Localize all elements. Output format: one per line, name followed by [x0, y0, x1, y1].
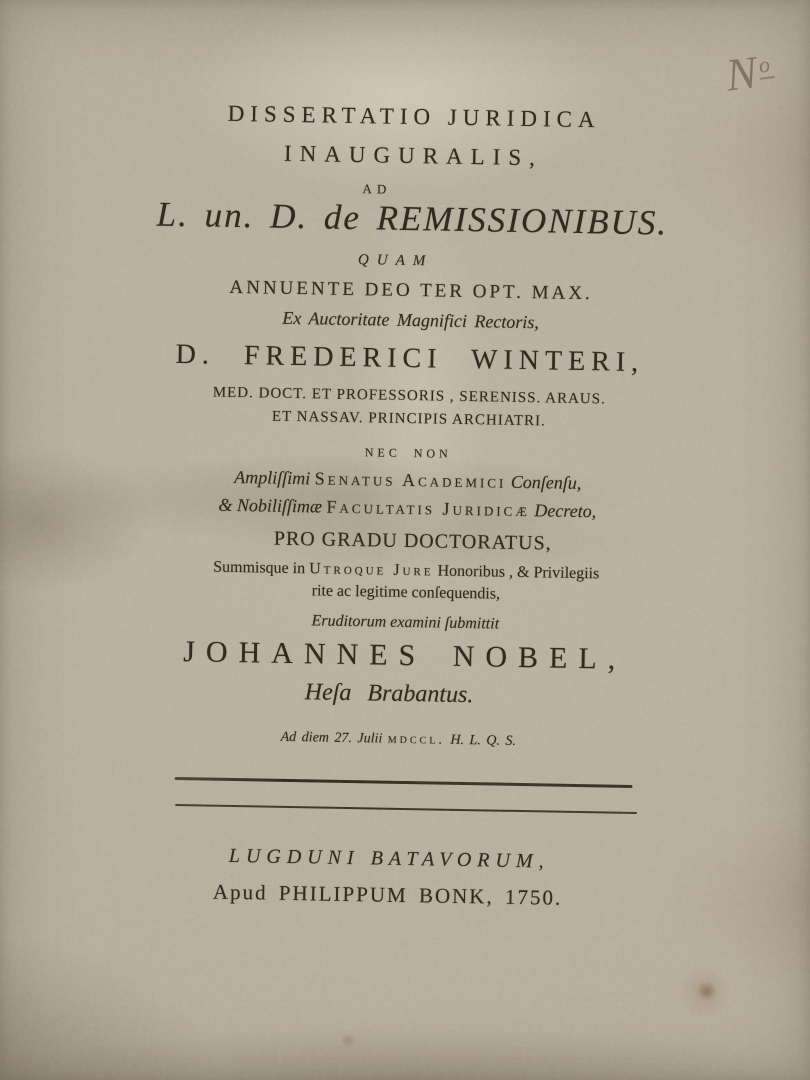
text-segment: & Nobiliſſimæ	[218, 494, 327, 517]
text-segment: Eruditorum examini ſubmittit	[311, 612, 500, 633]
line-ex-auctoritate	[5, 303, 810, 338]
text-segment: Heſa Brabantus.	[304, 679, 474, 709]
text-segment: Summisque in	[213, 558, 310, 578]
text-segment: Decreto,	[529, 500, 597, 522]
line-inauguralis	[8, 136, 810, 176]
numero-letter: N	[723, 46, 762, 101]
line-nec-non	[3, 439, 810, 468]
line-frederici-winteri	[5, 336, 810, 382]
text-segment: Utroque Jure	[309, 560, 434, 580]
line-ad-diem	[0, 725, 803, 755]
text-segment: INAUGURALIS,	[283, 140, 544, 171]
text-segment: Ampliſſimi	[234, 466, 315, 489]
text-segment: PRO GRADU DOCTORATUS,	[273, 527, 552, 555]
text-segment: ANNUENTE DEO TER OPT. MAX.	[229, 276, 593, 305]
line-annuente-deo	[6, 273, 810, 309]
text-segment: AD	[362, 181, 392, 197]
line-dissertatio-juridica	[9, 97, 810, 137]
text-segment: Senatus Academici	[314, 468, 507, 492]
numero-superscript: o	[756, 51, 774, 80]
divider-rule-top	[175, 777, 633, 788]
text-segment: ET NASSAV. PRINCIPIS ARCHIATRI.	[271, 408, 546, 430]
text-segment: mdccl.	[387, 731, 446, 748]
text-segment: Apud PHILIPPUM BONK, 1750.	[212, 879, 563, 910]
text-segment: DISSERTATIO JURIDICA	[227, 100, 601, 133]
text-segment: D. FREDERICI WINTERI,	[175, 338, 645, 379]
text-segment: Honoribus , & Privilegiis	[433, 562, 600, 583]
line-pro-gradu-doctoratus	[8, 523, 810, 560]
text-segment: JOHANNES NOBEL,	[183, 635, 627, 676]
line-lugduni-batavorum	[0, 841, 794, 878]
text-segment: Facultatis Juridicæ	[326, 496, 531, 521]
line-quam	[0, 246, 801, 277]
text-segment: MED. DOCT. ET PROFESSORIS , SERENISS. ARAUS.	[212, 384, 606, 408]
text-segment: rite ac legitime conſequendis,	[311, 582, 501, 603]
text-segment: Ad diem 27. Julii	[280, 729, 388, 747]
line-apud-philippum-bonk	[0, 876, 793, 915]
text-segment: QUAM	[357, 252, 434, 270]
text-segment: NEC NON	[364, 445, 452, 461]
line-hesa-brabantus	[0, 674, 794, 715]
divider-rule-bottom	[175, 804, 637, 814]
line-johannes-nobel	[0, 632, 810, 680]
text-segment: Conſenſu,	[506, 471, 582, 494]
text-segment: H. L. Q. S.	[444, 732, 517, 749]
text-segment: L. un. D. de REMISSIONIBUS.	[156, 194, 669, 243]
text-segment: Ex Auctoritate Magnifici Rectoris,	[282, 307, 540, 333]
text-segment: LUGDUNI BATAVORUM,	[228, 844, 550, 873]
line-facultatis-decreto	[2, 491, 810, 526]
